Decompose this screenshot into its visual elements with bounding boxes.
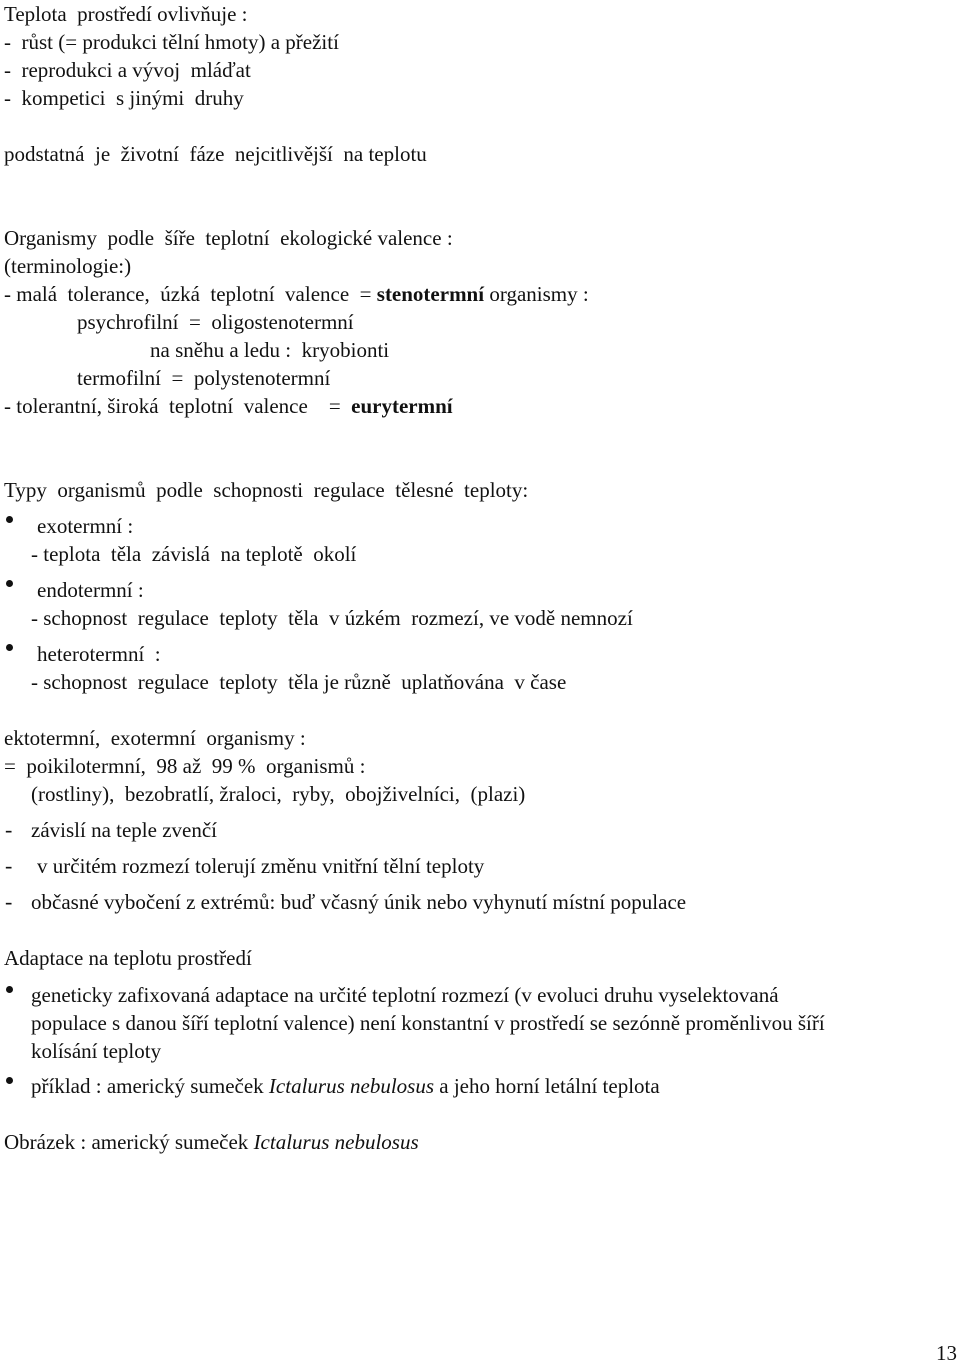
dash-icon: - xyxy=(5,853,13,878)
bullet-icon xyxy=(6,644,13,651)
intro-heading: Teplota prostředí ovlivňuje : xyxy=(4,2,248,26)
ecto-poikilo: = poikilotermní, 98 až 99 % organismů : xyxy=(4,754,366,778)
ecto-heading: ektotermní, exotermní organismy : xyxy=(4,726,306,750)
valence-snow: na sněhu a ledu : kryobionti xyxy=(150,338,390,362)
bullet-icon xyxy=(6,986,13,993)
adaptation-item1-line: kolísání teploty xyxy=(31,1039,162,1063)
valence-narrow-line xyxy=(4,282,589,306)
bullet-icon xyxy=(6,1077,13,1084)
regulation-item-endo-desc: - schopnost regulace teploty těla v úzkém rozmezí, ve vodě nemnozí xyxy=(31,606,633,630)
valence-narrow-prefix: - malá tolerance, úzká teplotní valence = xyxy=(4,282,377,306)
intro-note: podstatná je životní fáze nejcitlivější na teplotu xyxy=(4,142,427,166)
ecto-examples: (rostliny), bezobratlí, žraloci, ryby, obojživelníci, (plazi) xyxy=(31,782,526,806)
figure-species-name: Ictalurus nebulosus xyxy=(253,1130,419,1154)
dash-icon: - xyxy=(5,889,13,914)
adaptation-item2-suffix: a jeho horní letální teplota xyxy=(434,1074,660,1098)
regulation-item-endo-title: endotermní : xyxy=(37,578,144,602)
bullet-icon xyxy=(6,516,13,523)
valence-terminology: (terminologie:) xyxy=(4,254,132,278)
valence-wide-line xyxy=(4,394,453,418)
adaptation-heading: Adaptace na teplotu prostředí xyxy=(4,946,252,970)
intro-item-competition: - kompetici s jinými druhy xyxy=(4,86,244,110)
dash-icon: - xyxy=(5,817,13,842)
ecto-dash-item: občasné vybočení z extrémů: buď včasný únik nebo vyhynutí místní populace xyxy=(31,890,687,914)
intro-item-reproduction: - reprodukci a vývoj mláďat xyxy=(4,58,251,82)
valence-wide-prefix: - tolerantní, široká teplotní valence = xyxy=(4,394,352,418)
regulation-heading: Typy organismů podle schopnosti regulace tělesné teploty: xyxy=(4,478,529,502)
figure-caption xyxy=(4,1130,419,1154)
regulation-item-hetero-desc: - schopnost regulace teploty těla je různě uplatňována v čase xyxy=(31,670,567,694)
term-stenotermni: stenotermní xyxy=(376,282,485,306)
ecto-dash-item: závislí na teple zvenčí xyxy=(31,818,217,842)
regulation-item-exo-title: exotermní : xyxy=(37,514,134,538)
valence-narrow-suffix: organismy : xyxy=(484,282,589,306)
term-eurytermni: eurytermní xyxy=(351,394,453,418)
adaptation-item2 xyxy=(31,1074,660,1098)
bullet-icon xyxy=(6,580,13,587)
figure-caption-prefix: Obrázek : americký sumeček xyxy=(4,1130,254,1154)
valence-thermo: termofilní = polystenotermní xyxy=(77,366,331,390)
regulation-item-exo-desc: - teplota těla závislá na teplotě okolí xyxy=(31,542,357,566)
intro-item-growth: - růst (= produkci tělní hmoty) a přežití xyxy=(4,30,339,54)
ecto-dash-item: v určitém rozmezí tolerují změnu vnitřní tělní teploty xyxy=(37,854,485,878)
species-name: Ictalurus nebulosus xyxy=(268,1074,434,1098)
adaptation-item2-prefix: příklad : americký sumeček xyxy=(31,1074,269,1098)
adaptation-item1-line: populace s danou šíří teplotní valence) není konstantní v prostředí se sezónně proměnlivou šíří xyxy=(31,1011,825,1035)
adaptation-item1-line: geneticky zafixovaná adaptace na určité teplotní rozmezí (v evoluci druhu vyselektovaná xyxy=(31,983,779,1007)
valence-psychro: psychrofilní = oligostenotermní xyxy=(77,310,354,334)
valence-heading: Organismy podle šíře teplotní ekologické valence : xyxy=(4,226,453,250)
page-number: 13 xyxy=(936,1341,957,1365)
regulation-item-hetero-title: heterotermní : xyxy=(37,642,161,666)
